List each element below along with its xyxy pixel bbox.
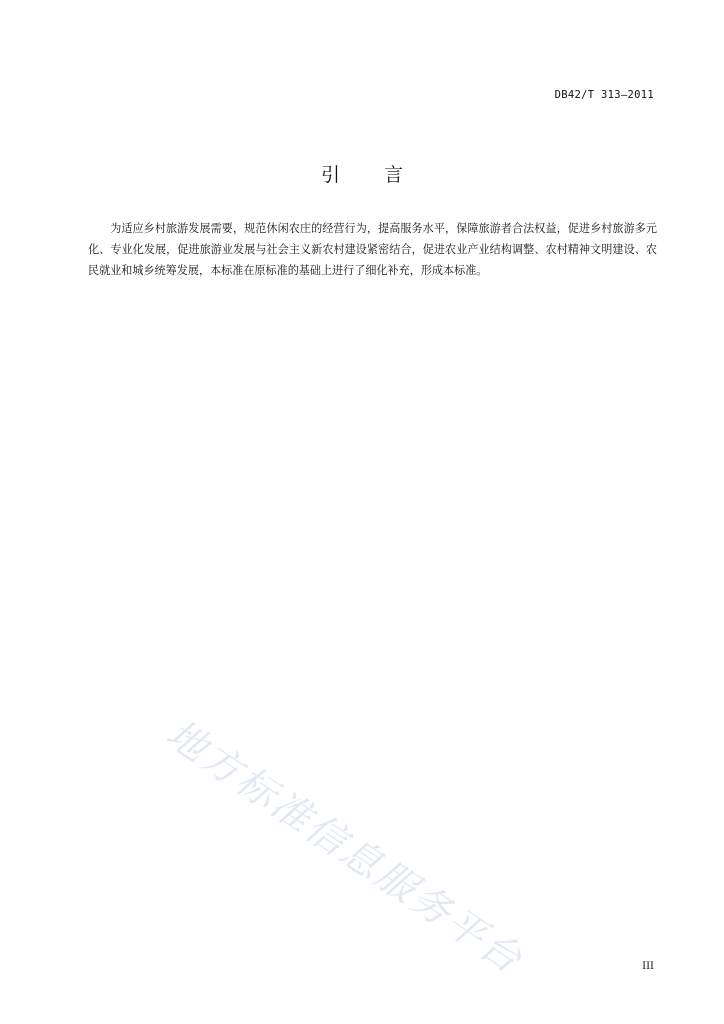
- watermark: 地方标准信息服务平台: [157, 711, 532, 984]
- section-title-char-1: 引: [320, 164, 340, 186]
- section-title-char-2: 言: [384, 164, 404, 186]
- introduction-paragraph: 为适应乡村旅游发展需要，规范休闲农庄的经营行为，提高服务水平，保障旅游者合法权益，促进乡村旅游多元化、专业化发展，促进旅游业发展与社会主义新农村建设紧密结合，促进农业产业结构调整、农村精神文明建设、农民就业和城乡统筹发展，本标准在原标准的基础上进行了细化补充，形成本标准。: [88, 222, 657, 277]
- section-title: [0, 160, 724, 187]
- page-number: III: [642, 961, 654, 972]
- document-code: DB42/T 313—2011: [554, 89, 654, 101]
